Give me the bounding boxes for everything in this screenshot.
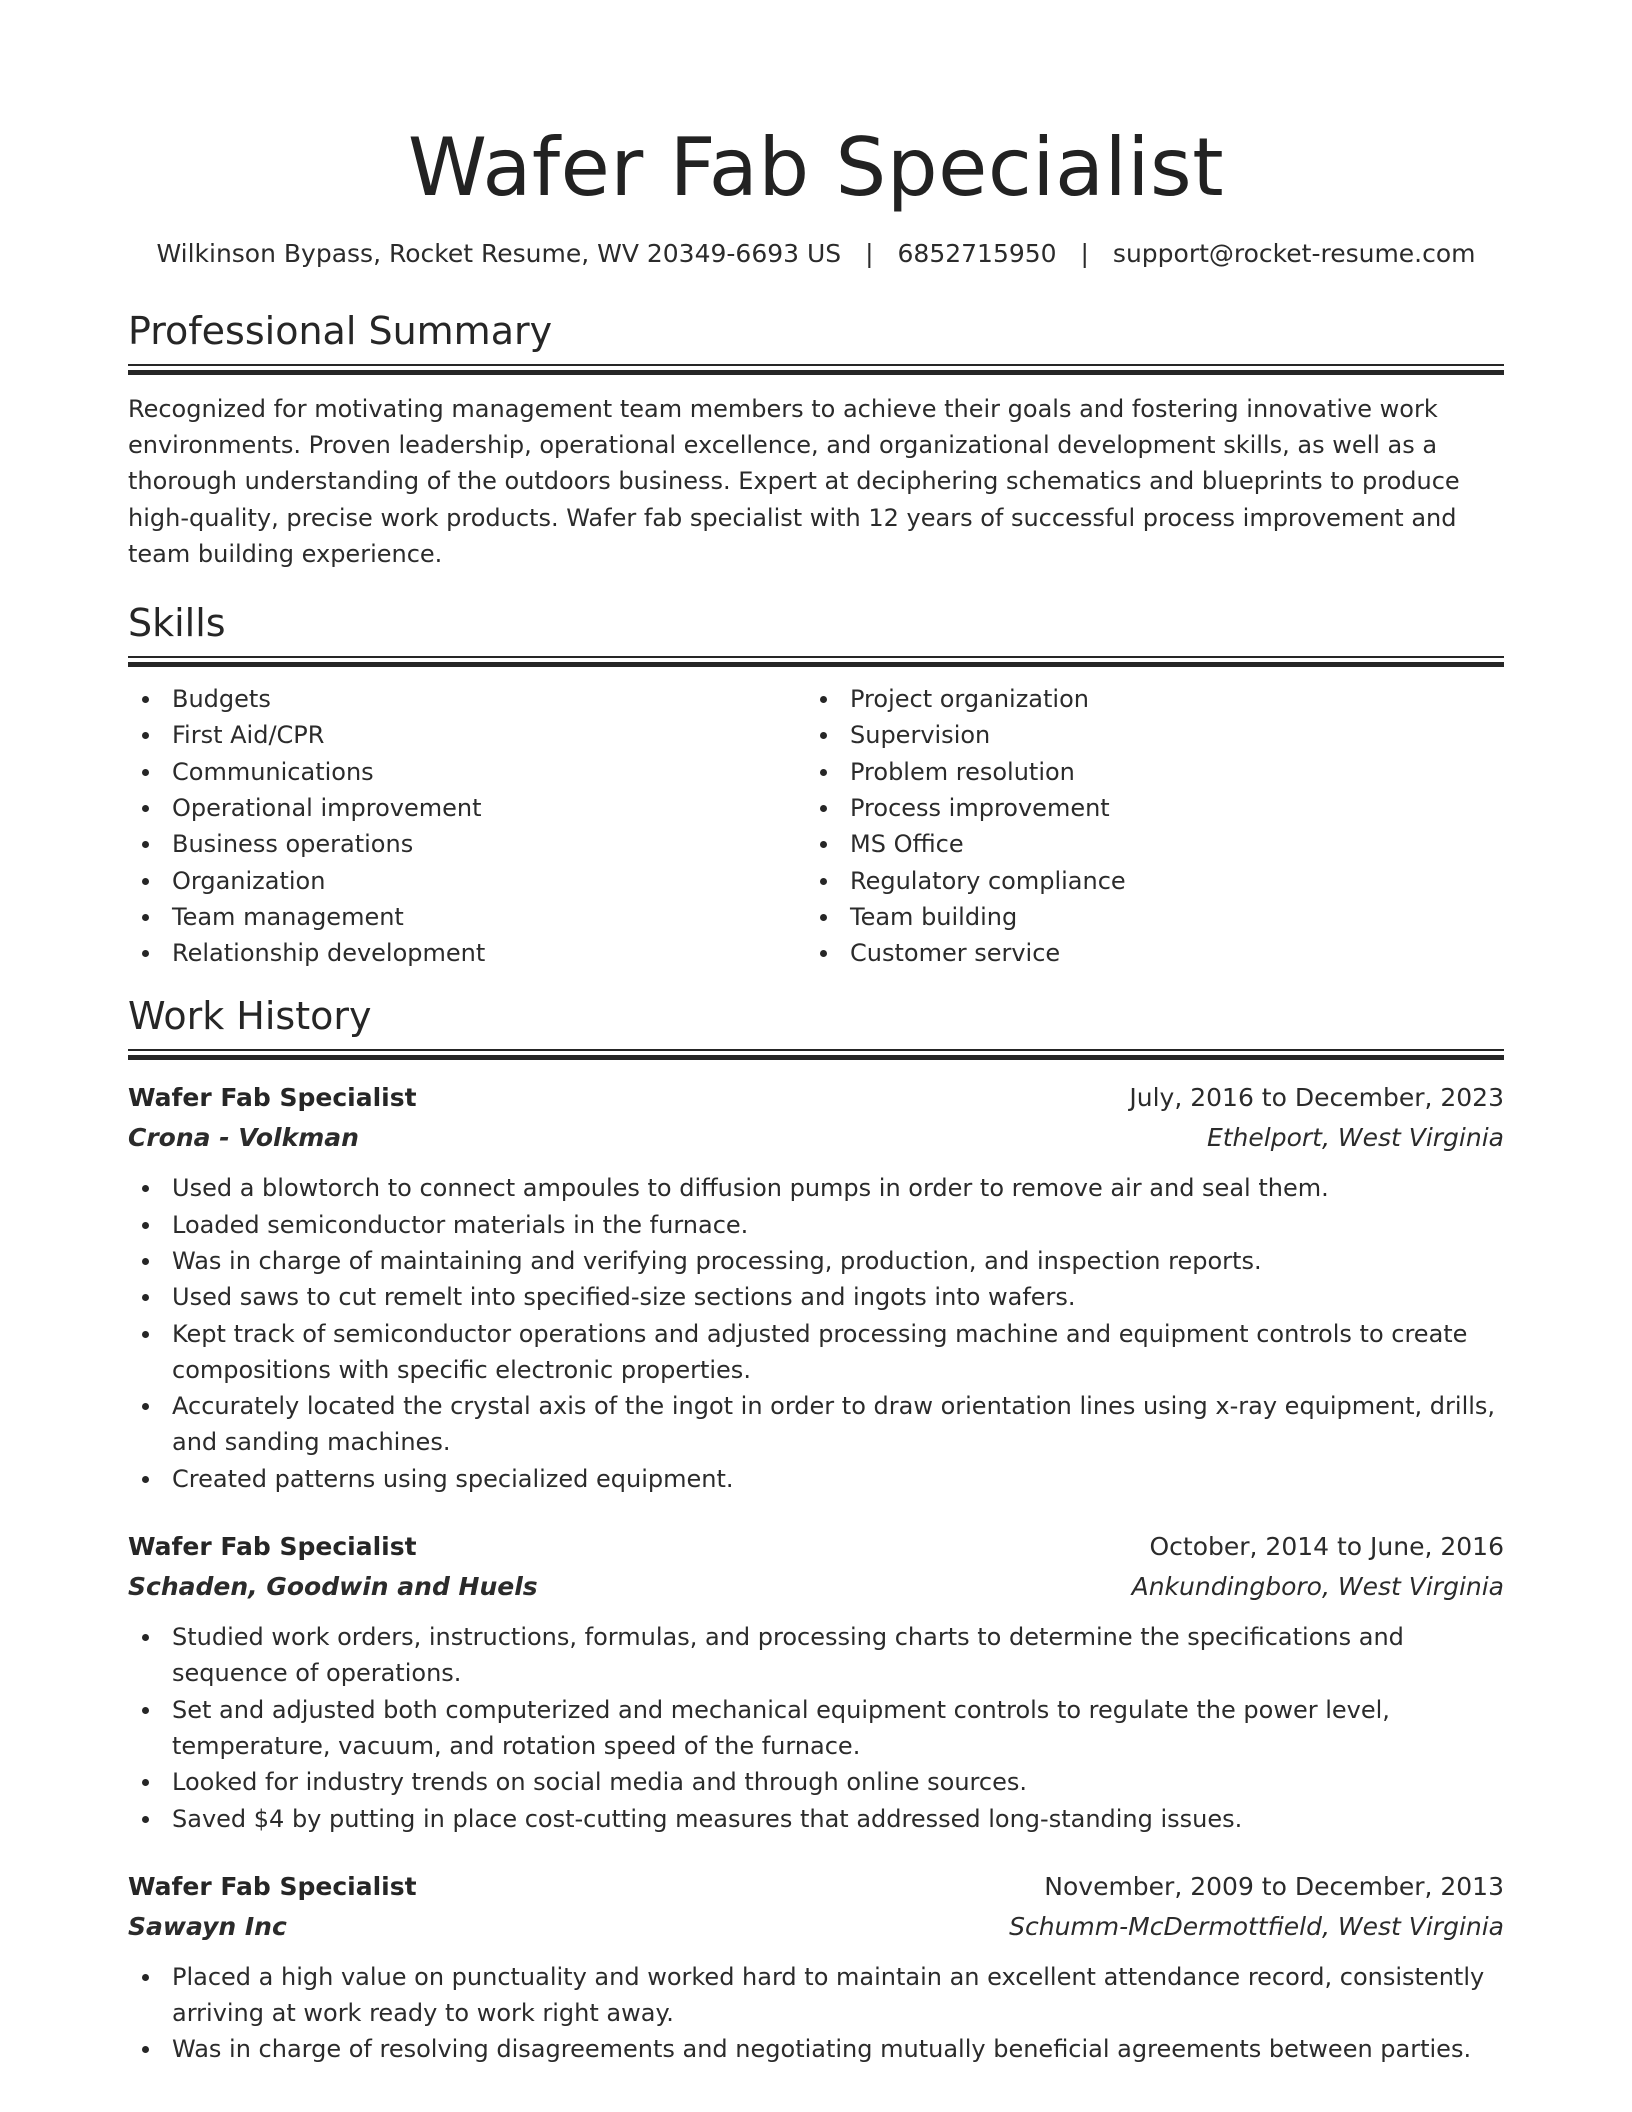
contact-email: support@rocket-resume.com <box>1112 239 1476 268</box>
skill-item: Process improvement <box>806 790 1484 826</box>
job-bullet: Used a blowtorch to connect ampoules to diffusion pumps in order to remove air and seal them. <box>128 1170 1504 1206</box>
skill-item: Team management <box>128 899 806 935</box>
job-bullet: Used saws to cut remelt into specified-size sections and ingots into wafers. <box>128 1279 1504 1315</box>
job-bullet: Was in charge of resolving disagreements and negotiating mutually beneficial agreements between parties. <box>128 2031 1504 2067</box>
skills-section <box>128 600 1504 971</box>
work-history-heading: Work History <box>128 994 372 1039</box>
skill-item: Operational improvement <box>128 790 806 826</box>
job-entry <box>128 1078 1504 1497</box>
section-divider <box>128 656 1504 667</box>
section-divider <box>128 364 1504 375</box>
skill-item: Regulatory compliance <box>806 863 1484 899</box>
skill-item: Communications <box>128 754 806 790</box>
job-bullets <box>128 1619 1504 1837</box>
skill-item: Problem resolution <box>806 754 1484 790</box>
job-dates: October, 2014 to June, 2016 <box>1149 1532 1504 1562</box>
contact-line <box>128 238 1504 270</box>
resume-name: Wafer Fab Specialist <box>407 121 1225 214</box>
job-title: Wafer Fab Specialist <box>128 1871 417 1901</box>
job-location: Ethelport, West Virginia <box>1206 1123 1504 1153</box>
job-entry <box>128 1527 1504 1837</box>
job-dates: July, 2016 to December, 2023 <box>1129 1083 1504 1113</box>
job-bullet: Looked for industry trends on social media and through online sources. <box>128 1764 1504 1800</box>
resume-page <box>128 0 1504 2068</box>
contact-address: Wilkinson Bypass, Rocket Resume, WV 20349-6693 US <box>156 239 842 268</box>
skill-item: Team building <box>806 899 1484 935</box>
job-bullet: Loaded semiconductor materials in the furnace. <box>128 1207 1504 1243</box>
skills-list-left <box>128 681 806 971</box>
section-divider <box>128 1049 1504 1060</box>
job-bullet: Kept track of semiconductor operations and adjusted processing machine and equipment controls to create compositions with specific electronic properties. <box>128 1316 1504 1389</box>
job-dates: November, 2009 to December, 2013 <box>1044 1871 1504 1901</box>
skill-item: Business operations <box>128 826 806 862</box>
skill-item: Customer service <box>806 935 1484 971</box>
job-title: Wafer Fab Specialist <box>128 1083 417 1113</box>
job-bullet: Set and adjusted both computerized and mechanical equipment controls to regulate the power level, temperature, vacuum, and rotation speed of the furnace. <box>128 1692 1504 1765</box>
skill-item: Relationship development <box>128 935 806 971</box>
summary-heading: Professional Summary <box>128 309 553 353</box>
contact-separator: | <box>1080 239 1089 268</box>
skill-item: Budgets <box>128 681 806 717</box>
job-bullet: Saved $4 by putting in place cost-cutting measures that addressed long-standing issues. <box>128 1801 1504 1837</box>
job-bullets <box>128 1959 1504 2068</box>
contact-separator: | <box>865 239 874 268</box>
skills-heading: Skills <box>128 601 226 646</box>
summary-text: Recognized for motivating management team members to achieve their goals and fostering innovative work environments. Proven leadership, operational excellence, and organizational development skills, as well as a thorough understanding of the outdoors business. Expert at deciphering schematics and blueprints to produce high-quality, precise work products. Wafer fab specialist with 12 years of successful process improvement and team building experience. <box>128 395 1460 568</box>
job-bullet: Created patterns using specialized equipment. <box>128 1461 1504 1497</box>
job-entry <box>128 1867 1504 2068</box>
job-bullet: Was in charge of maintaining and verifying processing, production, and inspection reports. <box>128 1243 1504 1279</box>
contact-phone: 6852715950 <box>897 239 1057 268</box>
job-location: Schumm-McDermottfield, West Virginia <box>1009 1911 1504 1941</box>
skill-item: Supervision <box>806 717 1484 753</box>
skill-item: First Aid/CPR <box>128 717 806 753</box>
job-location: Ankundingboro, West Virginia <box>1131 1572 1504 1602</box>
skills-list-right <box>806 681 1484 971</box>
skill-item: Project organization <box>806 681 1484 717</box>
skills-columns <box>128 681 1504 971</box>
job-title: Wafer Fab Specialist <box>128 1532 417 1562</box>
job-bullets <box>128 1170 1504 1497</box>
skill-item: Organization <box>128 863 806 899</box>
skill-item: MS Office <box>806 826 1484 862</box>
work-history-section <box>128 993 1504 2067</box>
job-company: Schaden, Goodwin and Huels <box>128 1572 538 1602</box>
job-company: Crona - Volkman <box>128 1123 359 1153</box>
job-bullet: Placed a high value on punctuality and worked hard to maintain an excellent attendance record, consistently arriving at work ready to work right away. <box>128 1959 1504 2032</box>
job-company: Sawayn Inc <box>128 1911 287 1941</box>
job-bullet: Studied work orders, instructions, formulas, and processing charts to determine the specifications and sequence of operations. <box>128 1619 1504 1692</box>
job-bullet: Accurately located the crystal axis of the ingot in order to draw orientation lines using x-ray equipment, drills, and sanding machines. <box>128 1388 1504 1461</box>
summary-section <box>128 308 1504 572</box>
